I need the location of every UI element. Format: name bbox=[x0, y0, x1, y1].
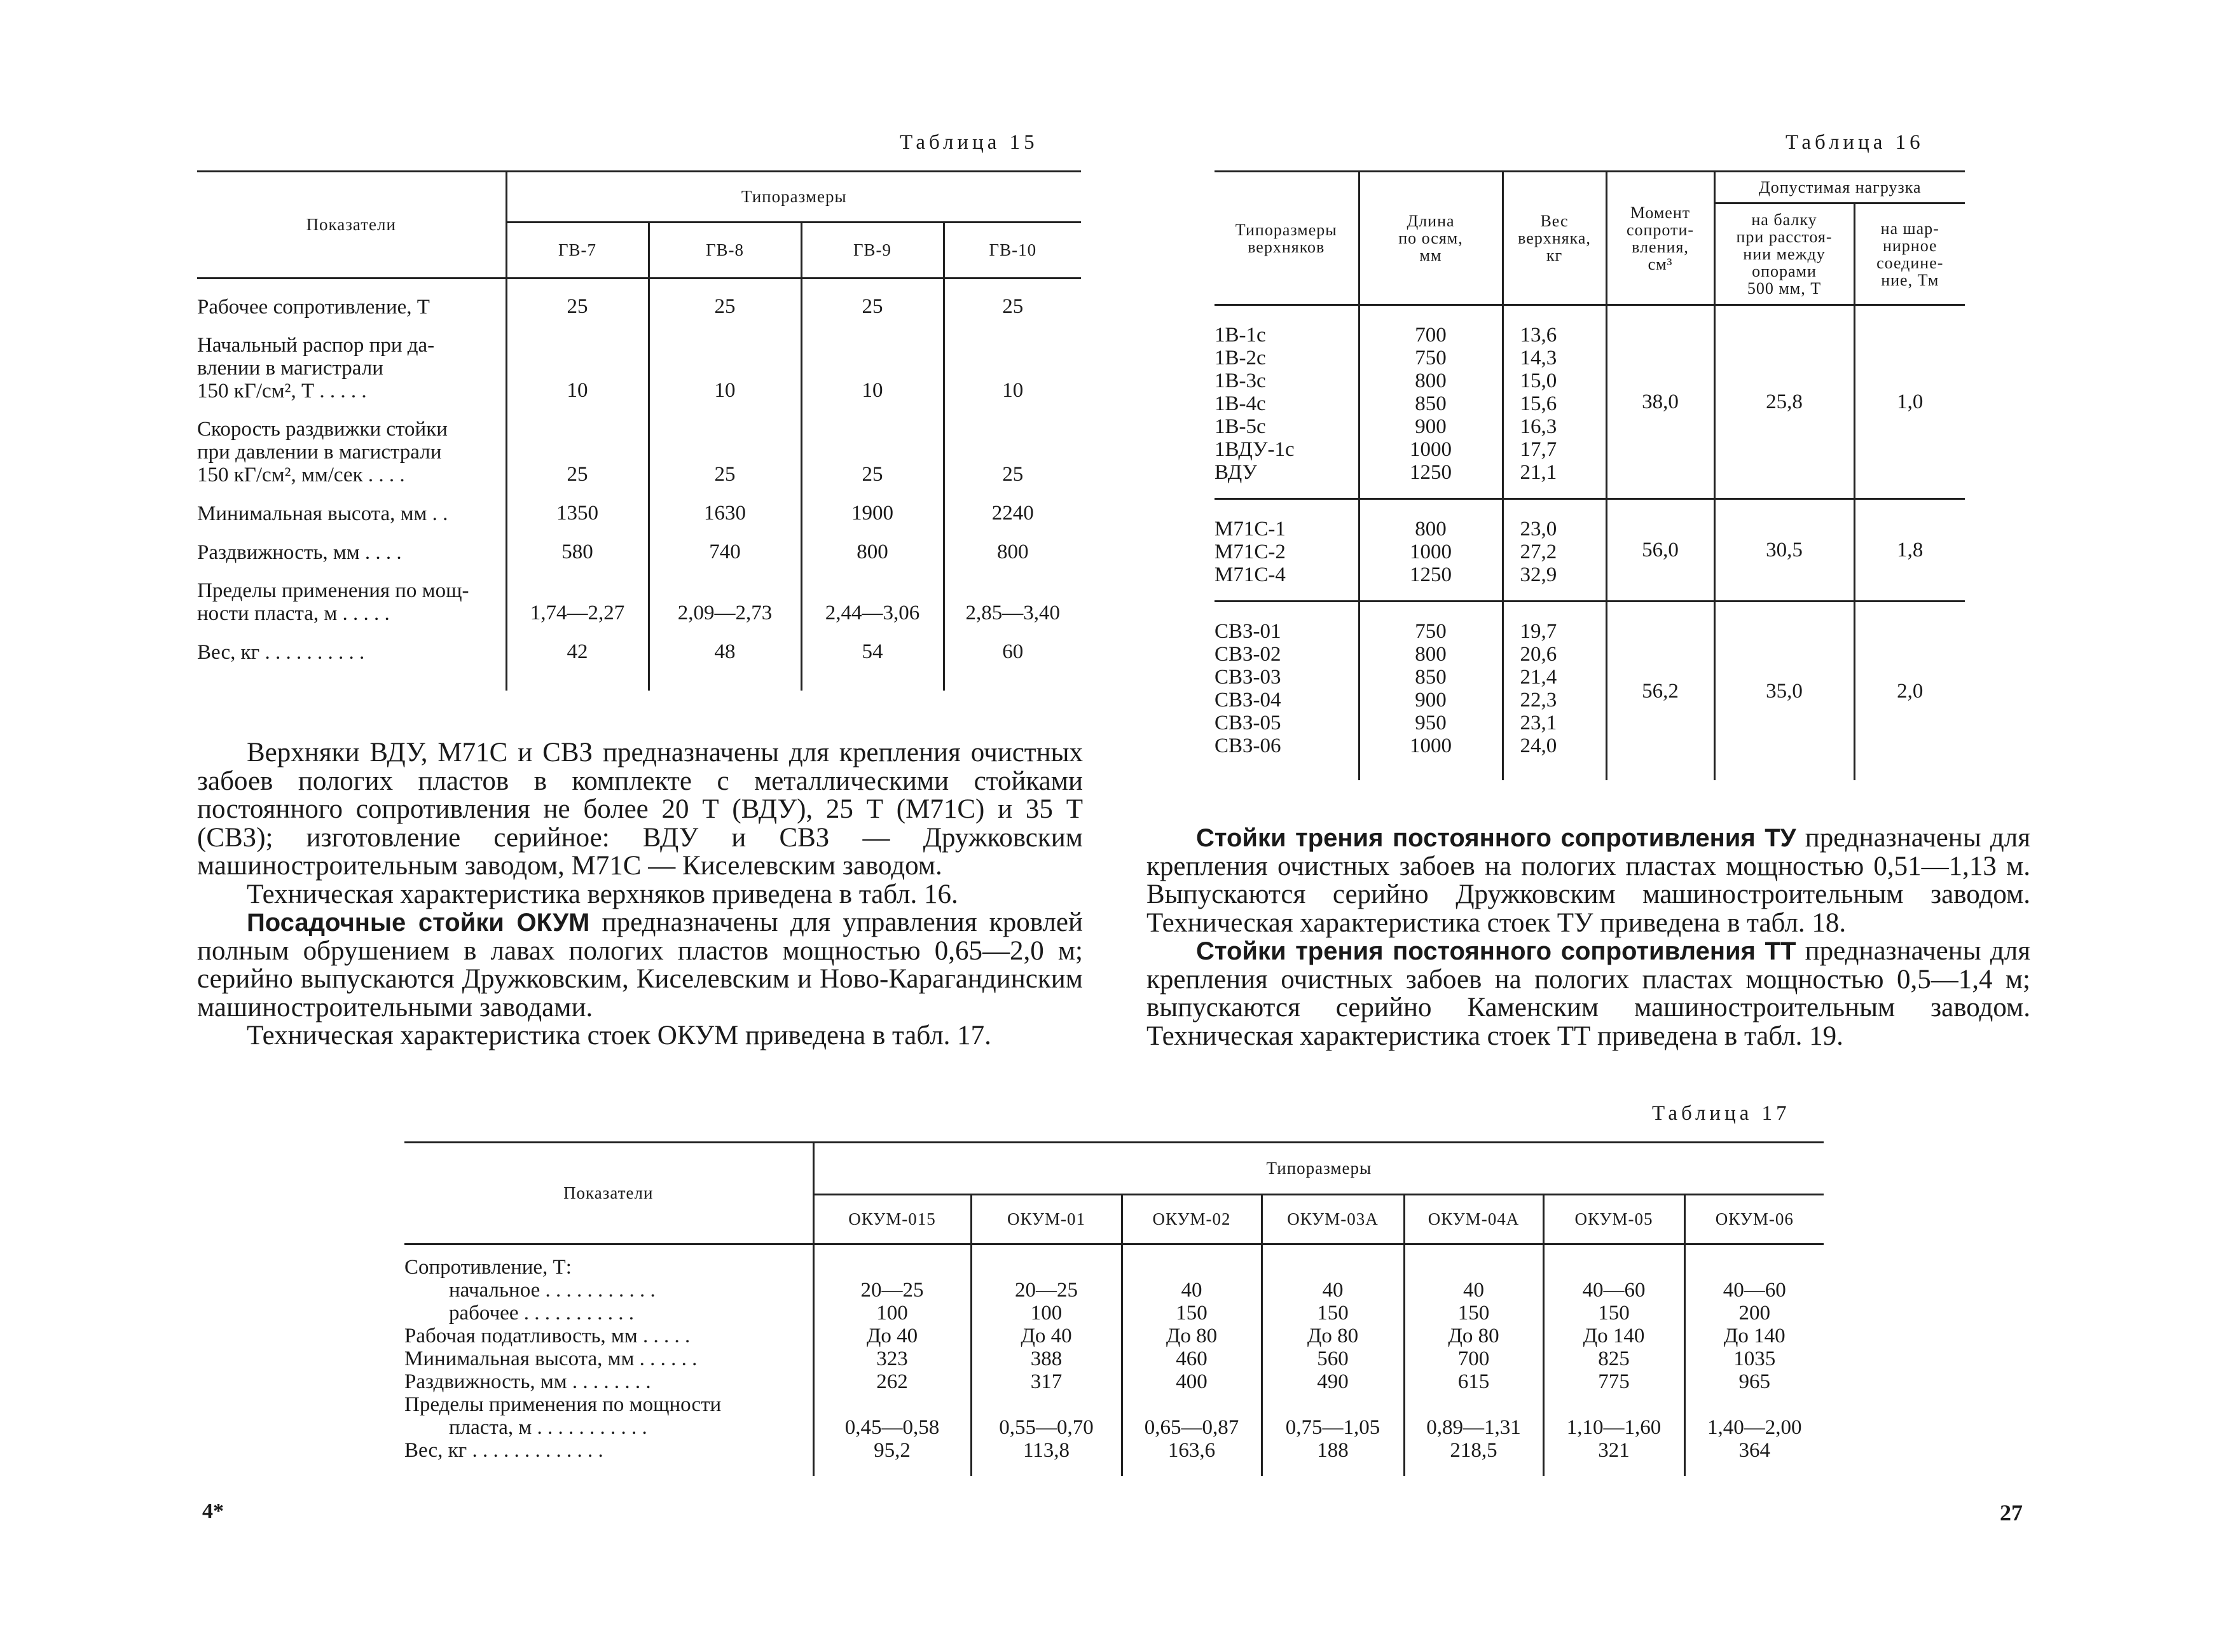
t17-col-header: ОКУМ-02 bbox=[1122, 1195, 1262, 1244]
t16-type-name: М71С-4 bbox=[1215, 563, 1286, 586]
t17-cell: 40 bbox=[1404, 1279, 1543, 1302]
t16-weight-value: 16,3 bbox=[1520, 415, 1557, 438]
t16-weights bbox=[1503, 499, 1606, 602]
t15-cell: 25 bbox=[506, 287, 649, 326]
t17-cell: 150 bbox=[1404, 1302, 1543, 1325]
t16-type-name: ВДУ bbox=[1215, 461, 1258, 484]
t16-header-length bbox=[1359, 172, 1503, 305]
t16-length-value: 1000 bbox=[1410, 438, 1452, 461]
t17-row-label: рабочее . . . . . . . . . . . bbox=[449, 1301, 634, 1325]
t17-cell: 317 bbox=[971, 1370, 1122, 1393]
t17-cell: 40 bbox=[1262, 1279, 1404, 1302]
t16-lengths bbox=[1359, 305, 1503, 499]
t16-load-beam: 25,8 bbox=[1714, 305, 1854, 499]
t16-header-line: ние, Тм bbox=[1881, 270, 1939, 289]
t17-cell: 965 bbox=[1684, 1370, 1824, 1393]
t17-cell: До 80 bbox=[1262, 1325, 1404, 1347]
left-paragraph-1: Верхняки ВДУ, М71С и СВЗ предназначены для крепления очистных забоев пологих пластов в комплекте с металлическими стойками постоянного сопротивления не более 20 Т (ВДУ), 25 Т (М71С) и 35 Т (СВЗ); изготовление серийное: ВДУ и СВЗ — Дружковским машиностроительным заводом, М71С — Киселевским заводом. bbox=[197, 738, 1083, 881]
t16-type-name: 1В-4с bbox=[1215, 392, 1266, 415]
t16-type-name: СВЗ-03 bbox=[1215, 666, 1281, 689]
t16-moment: 56,0 bbox=[1606, 499, 1714, 602]
t15-col-header: ГВ-10 bbox=[944, 223, 1081, 279]
t15-cell: 1350 bbox=[506, 494, 649, 533]
t15-cell: 10 bbox=[944, 326, 1081, 410]
t15-cell: 25 bbox=[944, 287, 1081, 326]
t17-cell: До 140 bbox=[1684, 1325, 1824, 1347]
t17-row bbox=[404, 1279, 1824, 1302]
t15-row-label bbox=[197, 533, 506, 572]
t17-cell: 615 bbox=[1404, 1370, 1543, 1393]
t17-cell bbox=[971, 1256, 1122, 1279]
t17-cell: 40—60 bbox=[1684, 1279, 1824, 1302]
t17-cell: До 40 bbox=[813, 1325, 971, 1347]
t17-col-header: ОКУМ-04А bbox=[1404, 1195, 1543, 1244]
t16-header-load-group: Допустимая нагрузка bbox=[1714, 172, 1965, 203]
table-17-caption: Таблица 17 bbox=[1652, 1102, 1791, 1125]
right-text-block bbox=[1146, 824, 2030, 1050]
page-signature-mark: 4* bbox=[202, 1499, 224, 1523]
t16-weight-value: 23,0 bbox=[1520, 518, 1557, 540]
t16-header-line: соедине- bbox=[1876, 253, 1944, 272]
t15-row-label bbox=[197, 326, 506, 410]
t16-length-value: 900 bbox=[1415, 415, 1447, 438]
t17-cell: 113,8 bbox=[971, 1439, 1122, 1462]
t17-cell: 150 bbox=[1543, 1302, 1684, 1325]
t16-header-line: нирное bbox=[1882, 236, 1937, 255]
t16-weight-value: 13,6 bbox=[1520, 324, 1557, 347]
t17-header-label: Показатели bbox=[404, 1143, 813, 1244]
t16-header-line: опорами bbox=[1752, 262, 1817, 280]
t15-cell: 1,74—2,27 bbox=[506, 572, 649, 633]
t15-row bbox=[197, 494, 1081, 533]
t17-row bbox=[404, 1325, 1824, 1347]
t15-row-label-line: Минимальная высота, мм . . bbox=[197, 502, 448, 525]
t17-cell: 95,2 bbox=[813, 1439, 971, 1462]
t16-header-line: см³ bbox=[1648, 254, 1673, 273]
t16-length-value: 1000 bbox=[1410, 734, 1452, 757]
t15-cell: 25 bbox=[944, 410, 1081, 494]
t16-weights bbox=[1503, 305, 1606, 499]
t17-cell: До 40 bbox=[971, 1325, 1122, 1347]
t17-row-label: Сопротивление, Т: bbox=[404, 1255, 572, 1279]
t16-weight-value: 21,4 bbox=[1520, 666, 1557, 689]
t16-load-beam: 30,5 bbox=[1714, 499, 1854, 602]
t17-cell: 163,6 bbox=[1122, 1439, 1262, 1462]
t16-load-joint: 1,8 bbox=[1854, 499, 1965, 602]
t15-col-header: ГВ-9 bbox=[801, 223, 944, 279]
t17-cell: До 140 bbox=[1543, 1325, 1684, 1347]
t17-row bbox=[404, 1302, 1824, 1325]
t15-cell: 1900 bbox=[801, 494, 944, 533]
t16-moment: 38,0 bbox=[1606, 305, 1714, 499]
t17-row bbox=[404, 1347, 1824, 1370]
t15-cell: 580 bbox=[506, 533, 649, 572]
t16-header-type bbox=[1215, 172, 1359, 305]
t16-length-value: 1250 bbox=[1410, 461, 1452, 484]
t15-row-label bbox=[197, 494, 506, 533]
t17-cell: 40—60 bbox=[1543, 1279, 1684, 1302]
left-paragraph-3 bbox=[197, 909, 1083, 1022]
t16-header-weight bbox=[1503, 172, 1606, 305]
t17-cell: 40 bbox=[1122, 1279, 1262, 1302]
t16-type-name: 1ВДУ-1с bbox=[1215, 438, 1295, 461]
t17-cell bbox=[971, 1393, 1122, 1416]
t15-cell: 2,85—3,40 bbox=[944, 572, 1081, 633]
t16-weight-value: 22,3 bbox=[1520, 689, 1557, 712]
t17-cell: 1,10—1,60 bbox=[1543, 1416, 1684, 1439]
t15-row-label-line: Раздвижность, мм . . . . bbox=[197, 540, 402, 564]
t16-header-line: вления, bbox=[1632, 237, 1689, 256]
t16-load-beam: 35,0 bbox=[1714, 602, 1854, 781]
t16-header-line: Длина bbox=[1407, 212, 1455, 230]
t16-length-value: 850 bbox=[1415, 666, 1447, 689]
t16-length-value: 800 bbox=[1415, 643, 1447, 666]
t16-length-value: 800 bbox=[1415, 518, 1447, 540]
t17-cell bbox=[813, 1393, 971, 1416]
t15-row-label-line: влении в магистрали bbox=[197, 356, 383, 380]
t16-weight-value: 27,2 bbox=[1520, 540, 1557, 563]
t16-header-line: нии между bbox=[1743, 245, 1826, 263]
t17-cell: 700 bbox=[1404, 1347, 1543, 1370]
t16-weight-value: 21,1 bbox=[1520, 461, 1557, 484]
t16-length-value: 1000 bbox=[1410, 540, 1452, 563]
t15-row-label bbox=[197, 287, 506, 326]
t15-cell: 10 bbox=[649, 326, 801, 410]
t17-cell: 323 bbox=[813, 1347, 971, 1370]
t17-cell: 0,55—0,70 bbox=[971, 1416, 1122, 1439]
t17-row-label: начальное . . . . . . . . . . . bbox=[449, 1278, 656, 1302]
table-15-caption: Таблица 15 bbox=[900, 131, 1038, 154]
t16-length-value: 700 bbox=[1415, 324, 1447, 347]
t17-row bbox=[404, 1256, 1824, 1279]
t15-cell: 60 bbox=[944, 633, 1081, 671]
t16-length-value: 950 bbox=[1415, 712, 1447, 734]
t17-row bbox=[404, 1439, 1824, 1462]
t16-types bbox=[1215, 305, 1359, 499]
t17-cell: 150 bbox=[1262, 1302, 1404, 1325]
t16-length-value: 750 bbox=[1415, 620, 1447, 643]
t17-cell: 460 bbox=[1122, 1347, 1262, 1370]
t17-cell: 100 bbox=[971, 1302, 1122, 1325]
t17-col-header: ОКУМ-05 bbox=[1543, 1195, 1684, 1244]
t15-header-label: Показатели bbox=[197, 172, 506, 279]
t16-type-name: СВЗ-02 bbox=[1215, 643, 1281, 666]
t15-cell: 25 bbox=[649, 410, 801, 494]
t16-load-joint: 2,0 bbox=[1854, 602, 1965, 781]
t16-weight-value: 15,0 bbox=[1520, 369, 1557, 392]
t17-row bbox=[404, 1370, 1824, 1393]
t16-header-line: Вес bbox=[1540, 212, 1569, 230]
t16-header-line: Момент bbox=[1630, 203, 1691, 222]
t15-cell: 1630 bbox=[649, 494, 801, 533]
t15-header-group: Типоразмеры bbox=[506, 172, 1081, 223]
t17-row-label: Раздвижность, мм . . . . . . . . bbox=[404, 1370, 651, 1393]
t15-row-label-line: ности пласта, м . . . . . bbox=[197, 602, 390, 625]
t17-cell: 364 bbox=[1684, 1439, 1824, 1462]
t17-cell: 560 bbox=[1262, 1347, 1404, 1370]
t17-cell: 0,89—1,31 bbox=[1404, 1416, 1543, 1439]
t15-col-header: ГВ-7 bbox=[506, 223, 649, 279]
t17-cell: 150 bbox=[1122, 1302, 1262, 1325]
t17-cell: 0,65—0,87 bbox=[1122, 1416, 1262, 1439]
t16-weight-value: 23,1 bbox=[1520, 712, 1557, 734]
left-paragraph-4: Техническая характеристика стоек ОКУМ приведена в табл. 17. bbox=[247, 1021, 991, 1050]
t17-row-label: пласта, м . . . . . . . . . . . bbox=[449, 1415, 647, 1439]
t17-cell: До 80 bbox=[1122, 1325, 1262, 1347]
t15-col-header: ГВ-8 bbox=[649, 223, 801, 279]
t17-row-label: Минимальная высота, мм . . . . . . bbox=[404, 1347, 698, 1370]
t16-weight-value: 24,0 bbox=[1520, 734, 1557, 757]
t16-header-line: при расстоя- bbox=[1736, 228, 1833, 246]
t16-weight-value: 17,7 bbox=[1520, 438, 1557, 461]
t17-row-label: Пределы применения по мощности bbox=[404, 1393, 722, 1416]
t17-cell bbox=[1122, 1256, 1262, 1279]
t16-length-value: 1250 bbox=[1410, 563, 1452, 586]
t17-cell: 1,40—2,00 bbox=[1684, 1416, 1824, 1439]
table-17 bbox=[404, 1141, 1824, 1476]
t15-row bbox=[197, 287, 1081, 326]
t16-lengths bbox=[1359, 602, 1503, 781]
t16-header-line: на балку bbox=[1751, 210, 1817, 229]
t17-col-header: ОКУМ-015 bbox=[813, 1195, 971, 1244]
t17-cell: 490 bbox=[1262, 1370, 1404, 1393]
t16-header-load-beam bbox=[1714, 203, 1854, 305]
t16-group-row bbox=[1215, 305, 1965, 499]
t17-cell bbox=[1262, 1256, 1404, 1279]
table-16 bbox=[1215, 170, 1965, 780]
t17-cell bbox=[1684, 1393, 1824, 1416]
t16-type-name: 1В-3с bbox=[1215, 369, 1266, 392]
t15-row-label-line: Вес, кг . . . . . . . . . . bbox=[197, 640, 365, 664]
t17-cell: 0,75—1,05 bbox=[1262, 1416, 1404, 1439]
t17-cell bbox=[1543, 1256, 1684, 1279]
left-paragraph-3-text: предназначены для управления кровлей полным обрушением в лавах пологих пластов мощностью 0,65—2,0 м; серийно выпускаются Дружковским, Киселевским и Ново-Карагандинским машиностроительными заводами. bbox=[197, 907, 1083, 1022]
t16-moment: 56,2 bbox=[1606, 602, 1714, 781]
t15-cell: 10 bbox=[506, 326, 649, 410]
t16-header-line: кг bbox=[1546, 246, 1563, 265]
t15-row-label-line: Скорость раздвижки стойки bbox=[197, 417, 448, 441]
t16-weight-value: 20,6 bbox=[1520, 643, 1557, 666]
t16-header-line: верхняков bbox=[1248, 237, 1325, 256]
t15-cell: 2,44—3,06 bbox=[801, 572, 944, 633]
t17-header-group: Типоразмеры bbox=[813, 1143, 1824, 1195]
t16-type-name: СВЗ-01 bbox=[1215, 620, 1281, 643]
t16-type-name: СВЗ-04 bbox=[1215, 689, 1281, 712]
t16-header-line: по осям, bbox=[1398, 229, 1463, 247]
right-paragraph-2-text: предназначены для крепления очистных забоев на пологих пластах мощностью 0,5—1,4 м; выпускаются серийно Каменским машиностроительным заводом. Техническая характеристика стоек ТТ приведена в табл. 19. bbox=[1146, 936, 2030, 1051]
t15-cell: 800 bbox=[801, 533, 944, 572]
t15-row-label-line: Рабочее сопротивление, Т bbox=[197, 295, 430, 319]
t16-type-name: М71С-1 bbox=[1215, 518, 1286, 540]
t17-cell: 200 bbox=[1684, 1302, 1824, 1325]
t17-cell: 400 bbox=[1122, 1370, 1262, 1393]
t17-cell bbox=[1404, 1256, 1543, 1279]
t15-cell: 54 bbox=[801, 633, 944, 671]
left-paragraph-3-heading: Посадочные стойки ОКУМ bbox=[247, 909, 590, 937]
t17-cell: 321 bbox=[1543, 1439, 1684, 1462]
t17-cell: До 80 bbox=[1404, 1325, 1543, 1347]
t17-cell: 20—25 bbox=[971, 1279, 1122, 1302]
t16-header-line: Типоразмеры bbox=[1235, 220, 1337, 239]
t16-type-name: СВЗ-05 bbox=[1215, 712, 1281, 734]
left-text-block bbox=[197, 739, 1083, 1050]
right-paragraph-1 bbox=[1146, 824, 2030, 937]
t15-row-label-line: 150 кГ/см², мм/сек . . . . bbox=[197, 463, 405, 486]
t16-types bbox=[1215, 602, 1359, 781]
t15-row-label bbox=[197, 410, 506, 494]
table-16-caption: Таблица 16 bbox=[1786, 131, 1924, 154]
t17-cell bbox=[813, 1256, 971, 1279]
t16-length-value: 900 bbox=[1415, 689, 1447, 712]
t17-cell: 388 bbox=[971, 1347, 1122, 1370]
t15-row-label-line: 150 кГ/см², Т . . . . . bbox=[197, 379, 367, 403]
t16-header-line: верхняка, bbox=[1518, 229, 1591, 247]
t15-cell: 2,09—2,73 bbox=[649, 572, 801, 633]
t15-row bbox=[197, 326, 1081, 410]
t17-cell: 188 bbox=[1262, 1439, 1404, 1462]
t15-cell: 25 bbox=[506, 410, 649, 494]
t17-cell: 262 bbox=[813, 1370, 971, 1393]
t16-length-value: 850 bbox=[1415, 392, 1447, 415]
t16-type-name: 1В-2с bbox=[1215, 347, 1266, 369]
t16-group-row bbox=[1215, 602, 1965, 781]
page-number: 27 bbox=[2000, 1500, 2023, 1525]
t15-row-label-line: Пределы применения по мощ- bbox=[197, 579, 469, 602]
t17-cell bbox=[1404, 1393, 1543, 1416]
t17-cell bbox=[1122, 1393, 1262, 1416]
t16-weights bbox=[1503, 602, 1606, 781]
left-paragraph-2: Техническая характеристика верхняков приведена в табл. 16. bbox=[247, 879, 958, 909]
right-paragraph-1-text: предназначены для крепления очистных забоев на пологих пластах мощностью 0,51—1,13 м. Выпускаются серийно Дружковским машиностроительным заводом. Техническая характеристика стоек ТУ приведена в табл. 18. bbox=[1146, 823, 2030, 938]
table-15 bbox=[197, 170, 1081, 691]
t15-cell: 25 bbox=[801, 287, 944, 326]
t17-col-header: ОКУМ-06 bbox=[1684, 1195, 1824, 1244]
t15-row bbox=[197, 572, 1081, 633]
t15-cell: 25 bbox=[801, 410, 944, 494]
t16-type-name: 1В-5с bbox=[1215, 415, 1266, 438]
t15-cell: 2240 bbox=[944, 494, 1081, 533]
t17-cell bbox=[1684, 1256, 1824, 1279]
t15-row-label-line: при давлении в магистрали bbox=[197, 440, 442, 464]
t16-group-row bbox=[1215, 499, 1965, 602]
t16-weight-value: 15,6 bbox=[1520, 392, 1557, 415]
t16-header-load-joint bbox=[1854, 203, 1965, 305]
t15-row-label bbox=[197, 633, 506, 671]
t15-cell: 10 bbox=[801, 326, 944, 410]
t17-cell: 20—25 bbox=[813, 1279, 971, 1302]
t16-header-line: на шар- bbox=[1880, 219, 1939, 238]
right-paragraph-2 bbox=[1146, 937, 2030, 1050]
right-paragraph-2-heading: Стойки трения постоянного сопротивления ТТ bbox=[1196, 937, 1796, 965]
t16-header-line: мм bbox=[1419, 246, 1442, 265]
t17-cell: 775 bbox=[1543, 1370, 1684, 1393]
t17-col-header: ОКУМ-03А bbox=[1262, 1195, 1404, 1244]
t15-row bbox=[197, 533, 1081, 572]
t17-cell: 0,45—0,58 bbox=[813, 1416, 971, 1439]
t16-header-moment bbox=[1606, 172, 1714, 305]
t15-row bbox=[197, 633, 1081, 671]
t17-cell: 1035 bbox=[1684, 1347, 1824, 1370]
t17-row-label: Рабочая податливость, мм . . . . . bbox=[404, 1324, 691, 1347]
t16-header-line: 500 мм, Т bbox=[1747, 279, 1822, 298]
t16-weight-value: 32,9 bbox=[1520, 563, 1557, 586]
t16-length-value: 800 bbox=[1415, 369, 1447, 392]
t16-weight-value: 14,3 bbox=[1520, 347, 1557, 369]
t16-load-joint: 1,0 bbox=[1854, 305, 1965, 499]
t17-row-label: Вес, кг . . . . . . . . . . . . . bbox=[404, 1438, 603, 1462]
t16-types bbox=[1215, 499, 1359, 602]
t17-cell bbox=[1262, 1393, 1404, 1416]
t15-row-label bbox=[197, 572, 506, 633]
t16-type-name: 1В-1с bbox=[1215, 324, 1266, 347]
t17-row bbox=[404, 1393, 1824, 1416]
t15-cell: 740 bbox=[649, 533, 801, 572]
t16-type-name: СВЗ-06 bbox=[1215, 734, 1281, 757]
t17-cell bbox=[1543, 1393, 1684, 1416]
t16-header-line: сопроти- bbox=[1626, 220, 1695, 239]
t16-lengths bbox=[1359, 499, 1503, 602]
t15-row bbox=[197, 410, 1081, 494]
t16-weight-value: 19,7 bbox=[1520, 620, 1557, 643]
t15-cell: 800 bbox=[944, 533, 1081, 572]
t15-row-label-line: Начальный распор при да- bbox=[197, 333, 435, 357]
right-paragraph-1-heading: Стойки трения постоянного сопротивления ТУ bbox=[1196, 824, 1796, 852]
t17-row bbox=[404, 1416, 1824, 1439]
t17-col-header: ОКУМ-01 bbox=[971, 1195, 1122, 1244]
t17-cell: 218,5 bbox=[1404, 1439, 1543, 1462]
t16-length-value: 750 bbox=[1415, 347, 1447, 369]
t15-cell: 25 bbox=[649, 287, 801, 326]
t15-cell: 42 bbox=[506, 633, 649, 671]
t17-cell: 825 bbox=[1543, 1347, 1684, 1370]
t17-cell: 100 bbox=[813, 1302, 971, 1325]
t16-type-name: М71С-2 bbox=[1215, 540, 1286, 563]
t15-cell: 48 bbox=[649, 633, 801, 671]
